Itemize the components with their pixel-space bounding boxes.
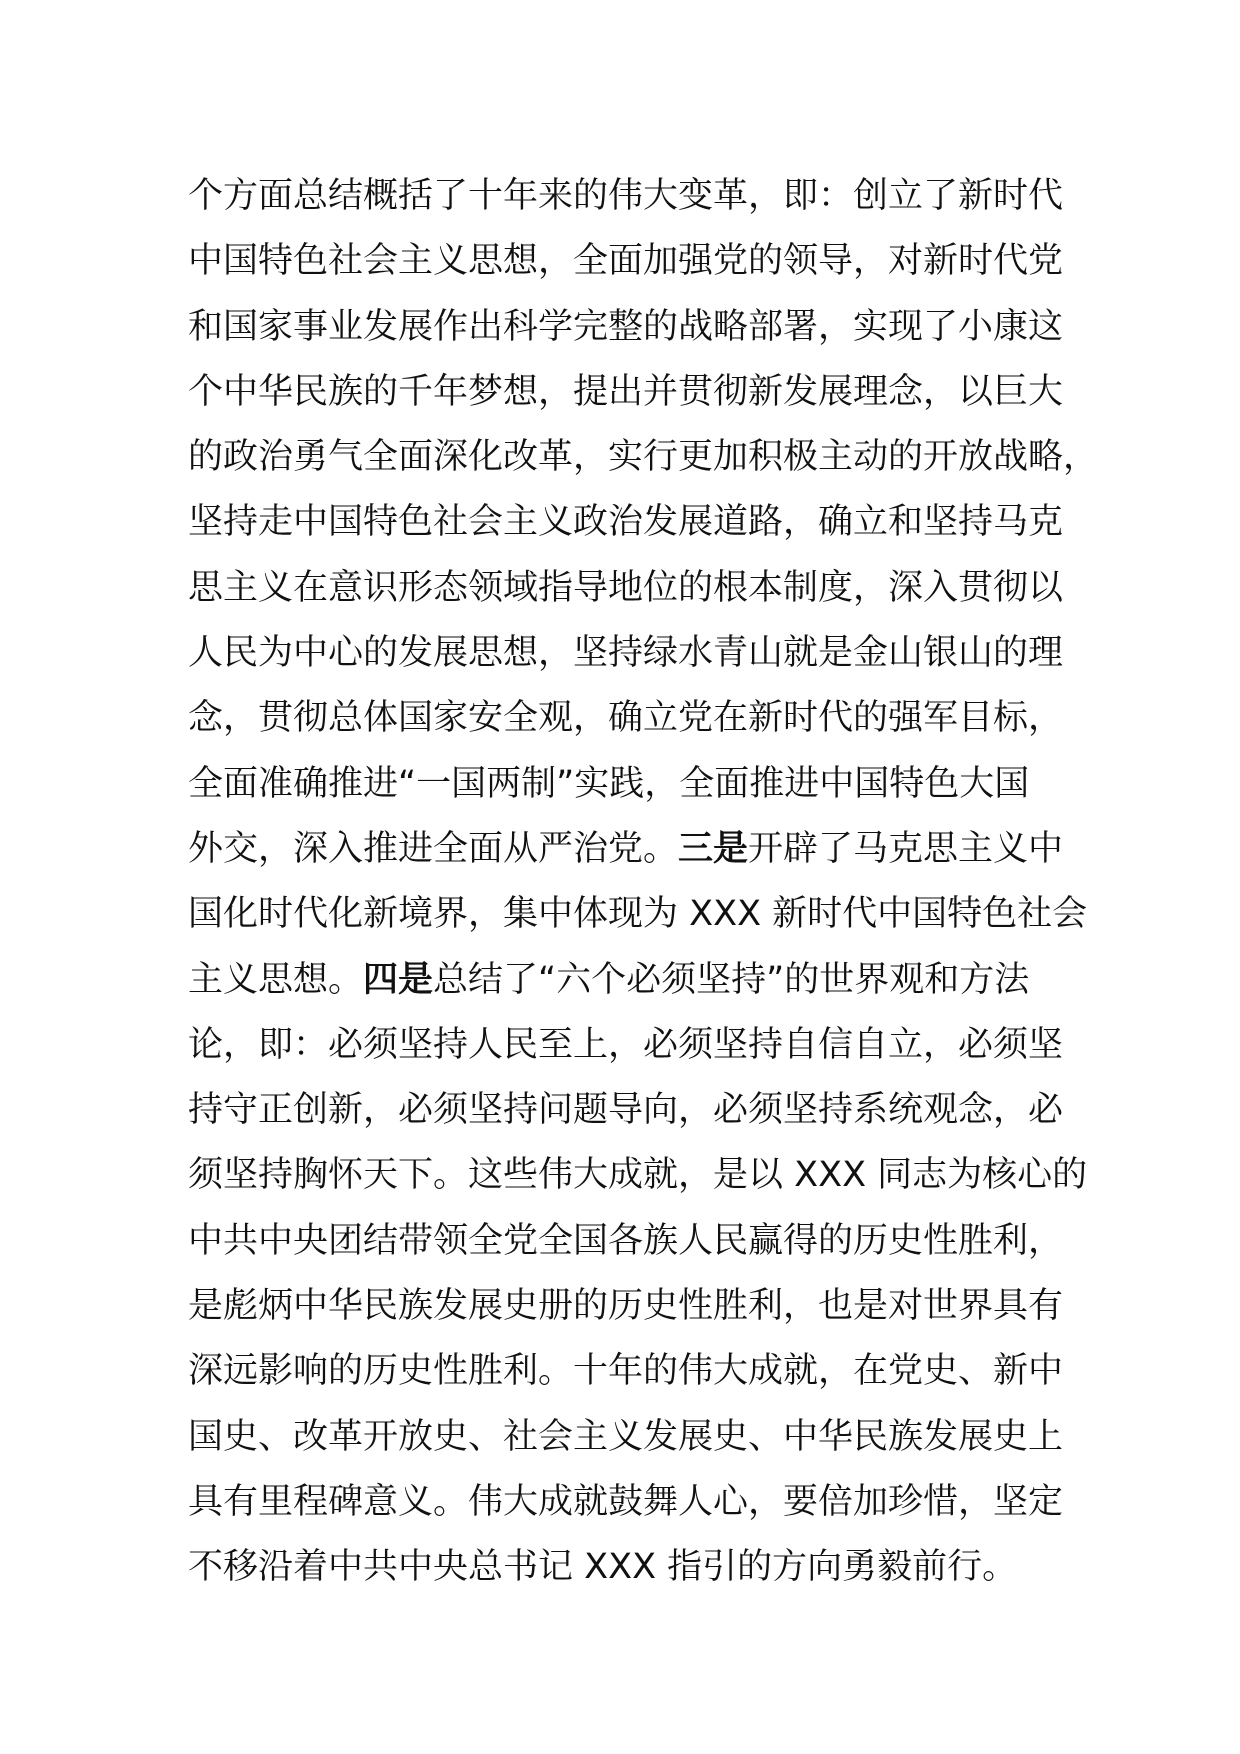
text-segment: 具有里程碑意义。伟大成就鼓舞人心，要倍加珍惜，坚定 [188, 1481, 1064, 1522]
text-segment: 坚持走中国特色社会主义政治发展道路，确立和坚持马克 [188, 502, 1064, 543]
body-text [188, 164, 1099, 1601]
text-line [188, 295, 1078, 360]
text-segment: 的政治勇气全面深化改革，实行更加积极主动的开放战略， [188, 437, 1099, 478]
text-line [188, 1339, 1078, 1404]
text-line [188, 686, 1078, 751]
text-segment: 和国家事业发展作出科学完整的战略部署，实现了小康这 [188, 306, 1064, 347]
text-line [188, 1209, 1078, 1274]
text-segment: 开辟了马克思主义中 [748, 828, 1064, 869]
text-line [188, 164, 1078, 229]
text-line [188, 1535, 1078, 1600]
text-segment: 总结了“六个必须坚持”的世界观和方法 [433, 959, 1030, 1000]
bold-text-segment: 三是 [678, 828, 749, 869]
text-segment: 中国特色社会主义思想，全面加强党的领导，对新时代党 [188, 241, 1064, 282]
text-line [188, 948, 1078, 1013]
text-segment: 国化时代化新境界，集中体现为 XXX 新时代中国特色社会 [188, 894, 1088, 935]
text-line [188, 752, 1078, 817]
text-segment: 持守正创新，必须坚持问题导向，必须坚持系统观念，必 [188, 1090, 1064, 1131]
text-line [188, 882, 1088, 947]
text-line [188, 817, 1078, 882]
text-line [188, 1405, 1078, 1470]
text-segment: 须坚持胸怀天下。这些伟大成就，是以 XXX 同志为核心的 [188, 1155, 1088, 1196]
text-segment: 深远影响的历史性胜利。十年的伟大成就，在党史、新中 [188, 1351, 1064, 1392]
text-line [188, 1013, 1078, 1078]
text-segment: 个方面总结概括了十年来的伟大变革，即：创立了新时代 [188, 176, 1064, 216]
text-segment: 个中华民族的千年梦想，提出并贯彻新发展理念，以巨大 [188, 371, 1064, 412]
text-line [188, 621, 1078, 686]
text-segment: 思主义在意识形态领域指导地位的根本制度，深入贯彻以 [188, 567, 1064, 608]
text-segment: 国史、改革开放史、社会主义发展史、中华民族发展史上 [188, 1416, 1064, 1457]
text-line [188, 490, 1078, 555]
text-line [188, 1470, 1078, 1535]
text-line [188, 425, 1099, 490]
text-line [188, 1143, 1088, 1208]
text-line [188, 360, 1078, 425]
bold-text-segment: 四是 [363, 959, 434, 1000]
text-segment: 中共中央团结带领全党全国各族人民赢得的历史性胜利， [188, 1220, 1064, 1261]
text-segment: 主义思想。 [188, 959, 364, 1000]
text-line [188, 1078, 1078, 1143]
text-segment: 不移沿着中共中央总书记 XXX 指引的方向勇毅前行。 [188, 1547, 1018, 1588]
text-segment: 论，即：必须坚持人民至上，必须坚持自信自立，必须坚 [188, 1024, 1064, 1065]
text-segment: 念，贯彻总体国家安全观，确立党在新时代的强军目标， [188, 698, 1064, 739]
text-line [188, 229, 1078, 294]
text-segment: 人民为中心的发展思想，坚持绿水青山就是金山银山的理 [188, 633, 1064, 674]
text-segment: 外交，深入推进全面从严治党。 [188, 828, 679, 869]
text-segment: 全面准确推进“一国两制”实践，全面推进中国特色大国 [188, 763, 1030, 804]
text-line [188, 1274, 1078, 1339]
text-segment: 是彪炳中华民族发展史册的历史性胜利，也是对世界具有 [188, 1286, 1064, 1327]
text-line [188, 556, 1078, 621]
